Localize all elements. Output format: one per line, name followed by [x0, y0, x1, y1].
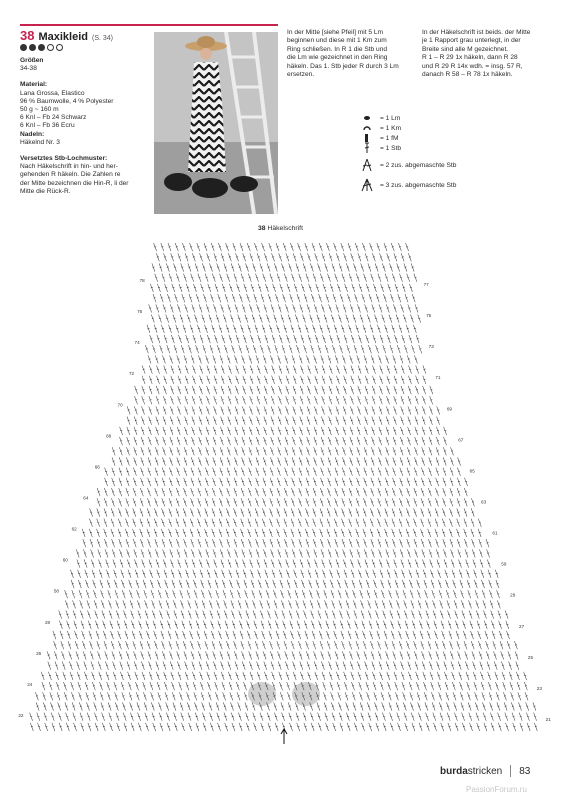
- row-label-right: 59: [501, 561, 507, 567]
- row-label-right: 75: [426, 313, 432, 319]
- model-photo: [154, 32, 278, 214]
- row-label-right: 73: [428, 344, 434, 350]
- legend-item-sc: = 1 fM: [360, 132, 399, 144]
- double-crochet-icon: [360, 142, 374, 154]
- instruction-line: häkeln. Das 1. Stb jeder R durch 3 Lm: [287, 62, 399, 70]
- header-rule: [20, 24, 278, 26]
- row-label-left: 62: [71, 526, 77, 532]
- row-label-right: 27: [519, 623, 525, 629]
- row-label-left: 22: [18, 713, 24, 718]
- instruction-line: Breite sind alle M gezeichnet.: [422, 45, 509, 53]
- instruction-line: In der Mitte [siehe Pfeil] mit 5 Lm: [287, 29, 384, 36]
- legend-item-dc2tog: = 2 zus. abgemaschte Stb: [360, 159, 456, 171]
- row-label-left: 68: [106, 433, 112, 439]
- info-heading: Nadeln:: [20, 130, 45, 138]
- info-line: 50 g ~ 160 m: [20, 106, 59, 114]
- chart-title: 38 Häkelschrift: [258, 225, 303, 232]
- row-label-right: 67: [458, 437, 464, 443]
- page-footer: [440, 765, 530, 777]
- difficulty-dot: [20, 44, 27, 51]
- row-label-left: 64: [83, 495, 89, 501]
- row-label-right: 25: [527, 654, 534, 660]
- dc2tog-icon: [360, 159, 374, 171]
- instruction-line: je 1 Rapport grau unterlegt, in der: [422, 37, 521, 45]
- row-label-right: 77: [423, 282, 429, 287]
- row-label-right: 61: [492, 530, 498, 536]
- row-label-left: 24: [27, 681, 33, 687]
- row-label-right: 63: [481, 499, 487, 505]
- legend-item-chain: = 1 Lm: [360, 112, 400, 124]
- info-heading: Versetztes Stb-Lochmuster:: [20, 155, 108, 163]
- info-line: 6 Knl – Fb 24 Schwarz: [20, 114, 87, 122]
- instruction-line: In der Häkelschrift ist beids. der Mitte: [422, 29, 531, 36]
- row-label-right: 69: [446, 406, 452, 412]
- row-label-left: 78: [139, 278, 145, 283]
- row-label-left: 66: [94, 464, 100, 470]
- row-label-right: 23: [536, 685, 542, 691]
- row-label-right: 29: [510, 592, 516, 598]
- info-line: 6 Knl – Fb 36 Ecru: [20, 122, 75, 130]
- instruction-line: R 1 – R 29 1x häkeln, dann R 28: [422, 54, 518, 62]
- photo-illustration: [154, 32, 278, 214]
- info-heading: Material:: [20, 81, 48, 89]
- row-label-left: 26: [36, 650, 42, 656]
- pattern-name: Maxikleid: [38, 31, 88, 43]
- row-label-left: 28: [44, 619, 51, 625]
- info-line: der Mitte bezeichnen die Hin-R, li der: [20, 179, 129, 187]
- difficulty-dot: [47, 44, 54, 51]
- instructions-column-1: [287, 29, 413, 79]
- pattern-title: [20, 28, 113, 43]
- watermark: PassionForum.ru: [466, 785, 527, 794]
- instruction-line: Ring schließen. In R 1 die Stb und: [287, 45, 388, 53]
- row-label-left: 60: [62, 557, 68, 563]
- row-label-left: 74: [134, 340, 140, 346]
- row-label-right: 21: [545, 717, 551, 722]
- legend-item-dc3tog: = 3 zus. abgemaschte Stb: [360, 179, 456, 191]
- footer-divider: [510, 765, 511, 777]
- difficulty-dot: [56, 44, 63, 51]
- brand-name: burdastricken: [440, 765, 503, 777]
- info-line: [20, 147, 150, 155]
- difficulty-dot: [38, 44, 45, 51]
- difficulty-dot: [29, 44, 36, 51]
- row-label-left: 58: [53, 588, 59, 594]
- legend-item-slip: = 1 Km: [360, 122, 401, 134]
- instruction-line: die Lm wie gezeichnet in den Ring: [287, 54, 388, 62]
- start-arrow: [281, 729, 287, 744]
- legend-item-dc: = 1 Stb: [360, 142, 401, 154]
- stitch-grid: [30, 243, 538, 731]
- info-heading: Größen: [20, 57, 44, 64]
- materials-info: [20, 57, 150, 196]
- instruction-line: und R 29 R 14x wdh. = insg. 57 R,: [422, 62, 523, 70]
- info-line: Häkelnd Nr. 3: [20, 138, 60, 146]
- info-line: Mitte die Rück-R.: [20, 187, 71, 195]
- row-label-left: 72: [128, 371, 135, 377]
- info-line: gehenden R häkeln. Die Zahlen re: [20, 171, 121, 179]
- instruction-line: danach R 58 – R 78 1x häkeln.: [422, 71, 513, 79]
- row-label-left: 70: [117, 402, 123, 408]
- instruction-line: beginnen und diese mit 1 Km zum: [287, 37, 387, 45]
- instructions-column-2: [422, 29, 548, 79]
- pattern-number: 38: [20, 28, 35, 43]
- row-label-left: 76: [137, 309, 143, 315]
- page-reference: (S. 34): [92, 35, 114, 42]
- stitch-marks: [30, 243, 538, 731]
- info-line: Lana Grossa, Elastico: [20, 89, 85, 97]
- dc3tog-icon: [360, 179, 374, 191]
- row-label-right: 71: [435, 375, 441, 381]
- row-label-right: 65: [469, 468, 475, 474]
- info-line: 34-38: [20, 65, 37, 73]
- page-number: 83: [519, 765, 531, 777]
- difficulty-rating: [20, 44, 63, 51]
- info-line: Nach Häkelschrift in hin- und her-: [20, 163, 118, 171]
- info-line: [20, 73, 150, 81]
- instruction-line: ersetzen.: [287, 71, 315, 79]
- crochet-chart: [18, 232, 551, 744]
- info-line: 96 % Baumwolle, 4 % Polyester: [20, 97, 114, 105]
